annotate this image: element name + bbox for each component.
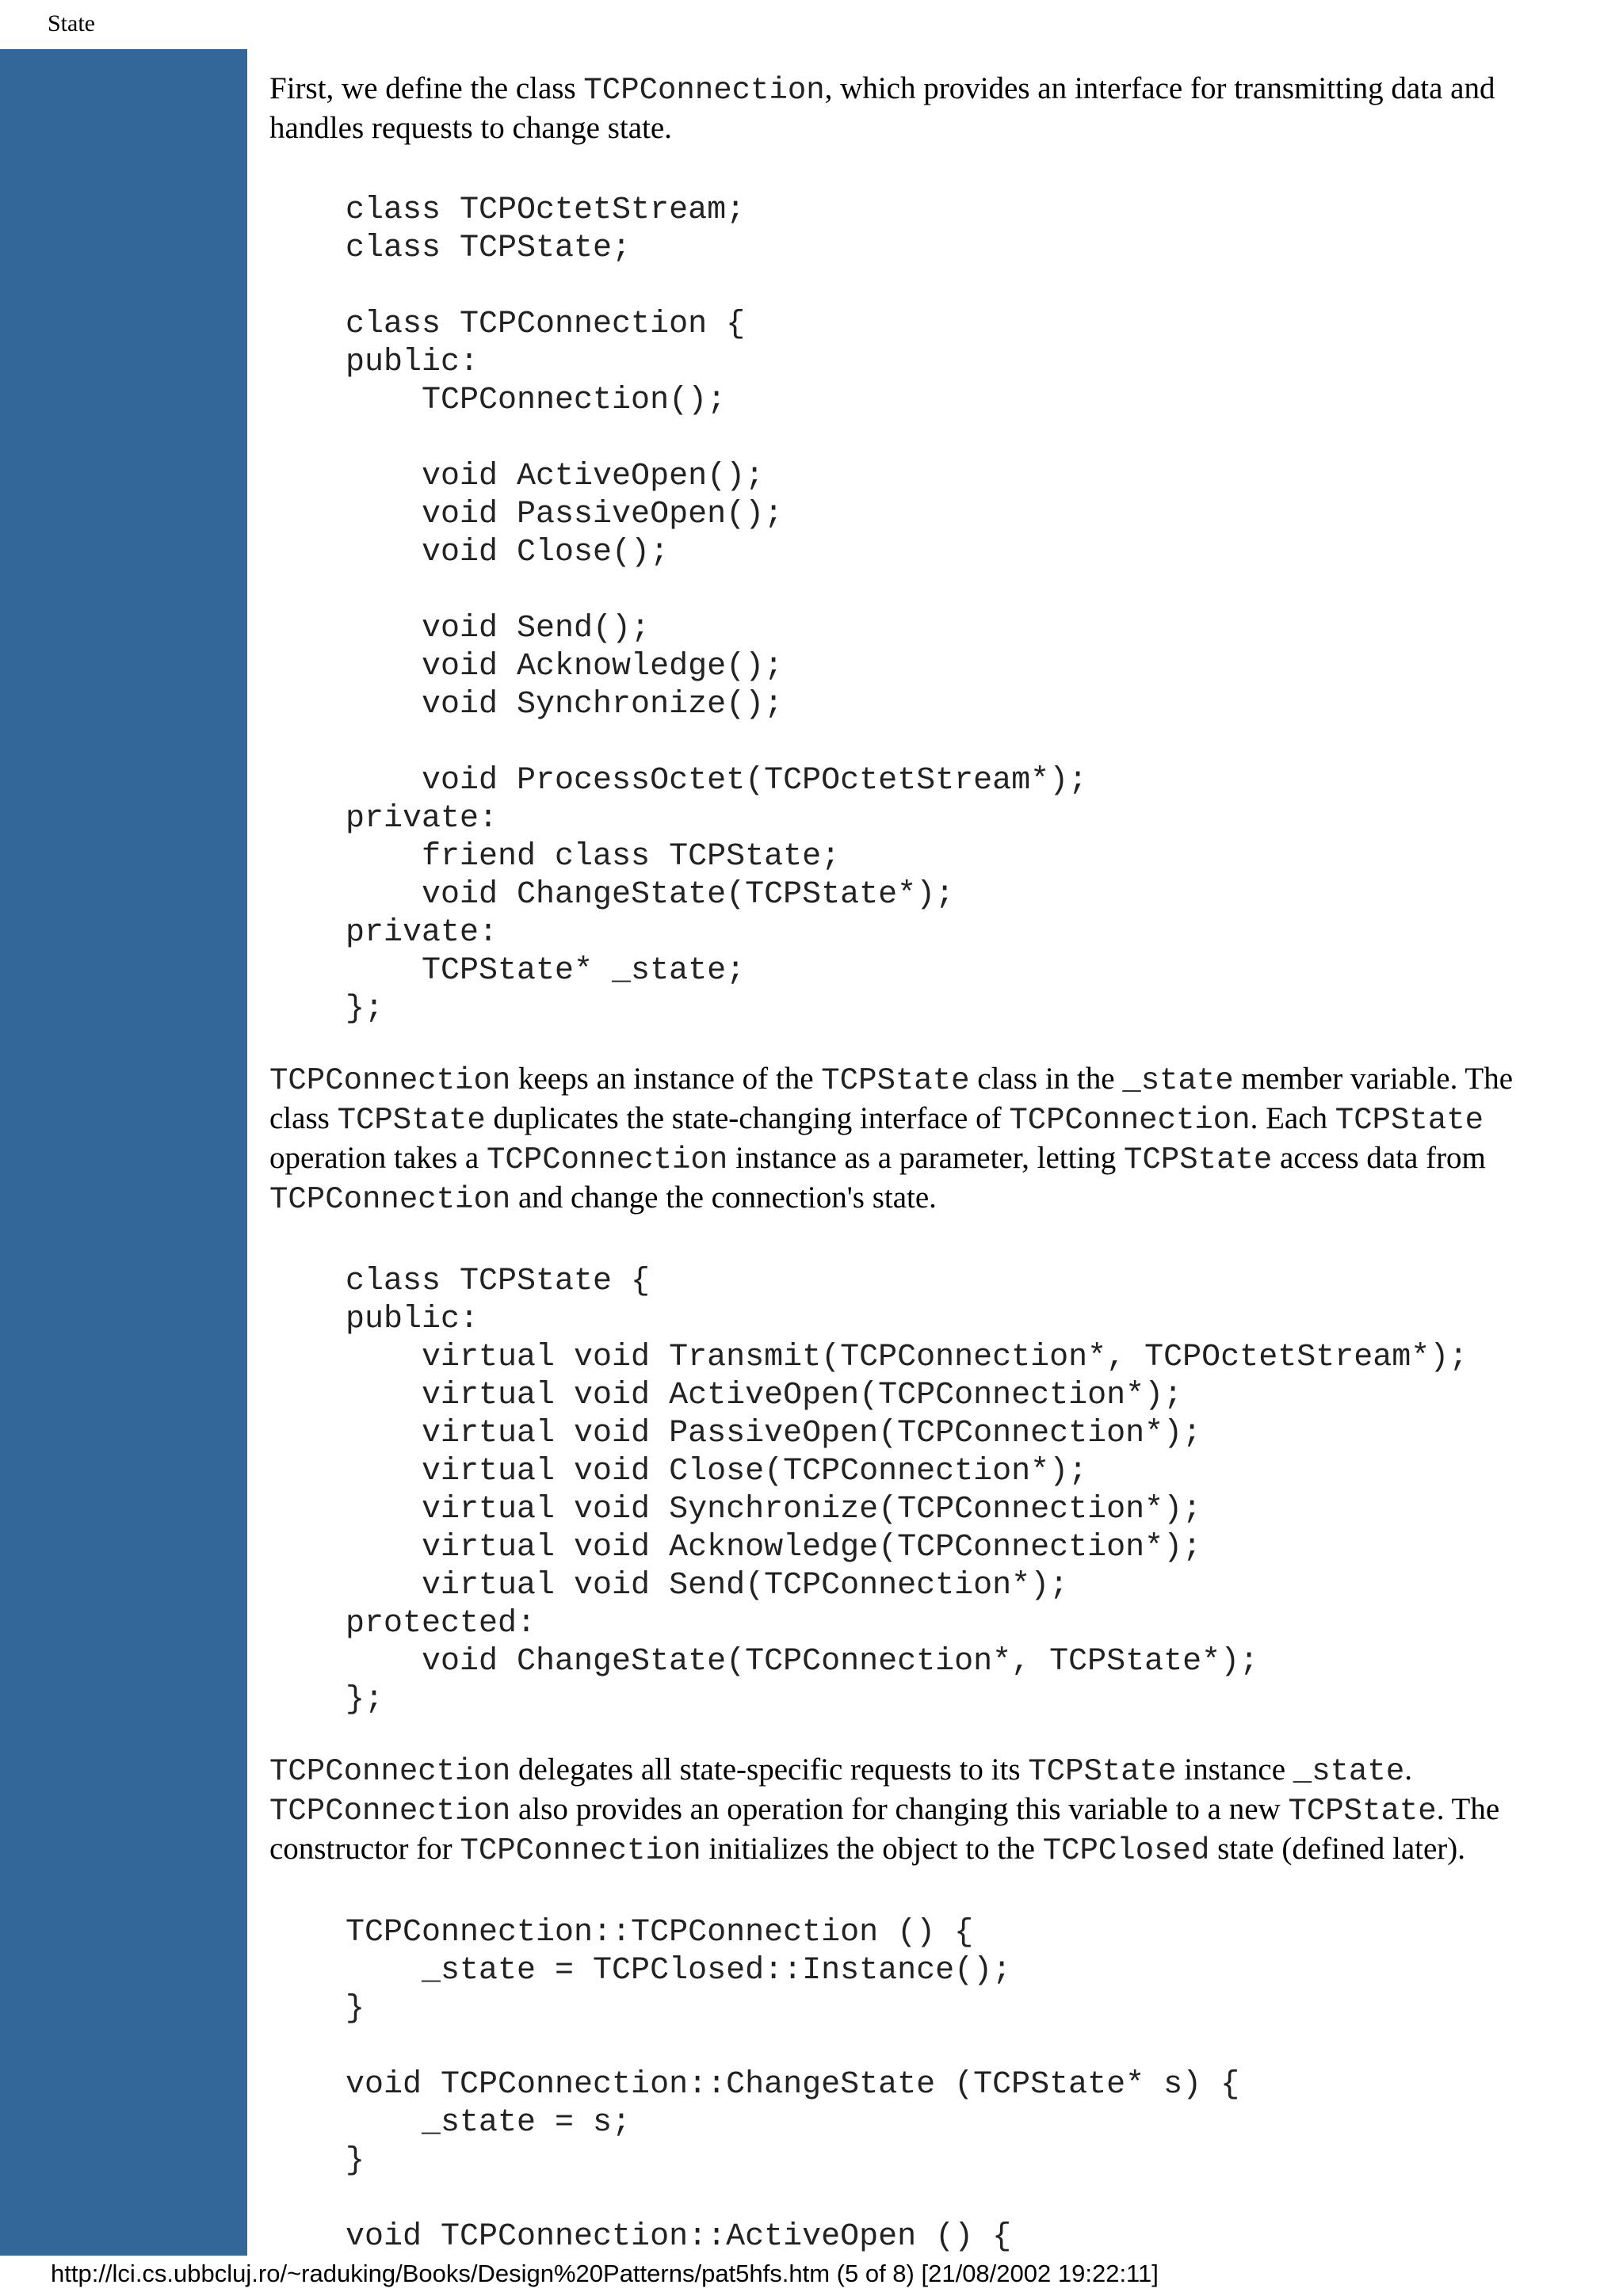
text-run: , which provides an interface for transmitting data and handles requests to change state. — [269, 71, 1495, 145]
text-run: class in the — [969, 1062, 1123, 1096]
inline-code: _state — [1293, 1754, 1405, 1789]
code-line — [346, 420, 1569, 458]
paragraph-state-member — [269, 1060, 1569, 1219]
text-run: and change the connection's state. — [510, 1180, 937, 1215]
code-line: void ProcessOctet(TCPOctetStream*); — [346, 763, 1088, 799]
code-line: void Send(); — [346, 611, 651, 646]
inline-code: TCPState — [1028, 1754, 1177, 1789]
code-line: virtual void Transmit(TCPConnection*, TCPOctetStream*); — [346, 1340, 1468, 1375]
paragraph-delegation — [269, 1751, 1569, 1870]
code-line: TCPConnection(); — [346, 383, 727, 418]
text-run: also provides an operation for changing this variable to a new — [510, 1792, 1289, 1826]
code-line — [346, 724, 1569, 762]
code-line: class TCPOctetStream; — [346, 193, 746, 228]
code-line: private: — [346, 915, 498, 951]
code-line: friend class TCPState; — [346, 839, 841, 875]
sidebar-bar — [0, 49, 247, 2256]
inline-code: TCPConnection — [460, 1833, 701, 1868]
code-line: TCPState* _state; — [346, 953, 746, 989]
code-line: } — [346, 2143, 365, 2179]
code-line: public: — [346, 345, 479, 380]
code-line: void Synchronize(); — [346, 687, 784, 723]
text-run: First, we define the class — [269, 71, 584, 105]
inline-code: TCPClosed — [1042, 1833, 1210, 1868]
code-line: virtual void ActiveOpen(TCPConnection*); — [346, 1378, 1183, 1413]
page-header: State — [48, 10, 95, 36]
code-line: _state = s; — [346, 2105, 632, 2141]
code-line — [346, 2180, 1569, 2218]
code-line: }; — [346, 1682, 384, 1718]
code-line: virtual void Send(TCPConnection*); — [346, 1568, 1069, 1604]
text-run: instance — [1176, 1753, 1293, 1787]
text-run: . Each — [1250, 1101, 1335, 1135]
text-run: instance as a parameter, letting — [727, 1141, 1125, 1175]
code-line: class TCPState { — [346, 1264, 651, 1299]
code-line: void Close(); — [346, 535, 670, 570]
code-line: }; — [346, 991, 384, 1027]
inline-code: TCPState — [821, 1063, 970, 1098]
text-run: . — [1404, 1753, 1412, 1787]
inline-code: TCPState — [1124, 1142, 1273, 1177]
code-line: } — [346, 1991, 365, 2027]
code-block-tcpconnection-decl — [269, 192, 1569, 1028]
text-run: state (defined later). — [1209, 1832, 1466, 1866]
code-line: virtual void Close(TCPConnection*); — [346, 1454, 1088, 1489]
code-line: class TCPState; — [346, 231, 632, 266]
inline-code: TCPState — [1335, 1103, 1484, 1138]
code-line: void TCPConnection::ChangeState (TCPState* s) { — [346, 2067, 1240, 2103]
code-line: void ChangeState(TCPState*); — [346, 877, 955, 913]
code-line: void PassiveOpen(); — [346, 497, 784, 532]
inline-code: TCPConnection — [269, 1794, 511, 1829]
code-block-tcpstate-decl — [269, 1263, 1569, 1719]
code-line: virtual void Acknowledge(TCPConnection*); — [346, 1530, 1202, 1566]
page-footer-url: http://lci.cs.ubbcluj.ro/~raduking/Books/Design%20Patterns/pat5hfs.htm (5 of 8) [21/08/2002 19:22:11] — [51, 2260, 1159, 2287]
code-line: TCPConnection::TCPConnection () { — [346, 1915, 974, 1951]
inline-code: TCPConnection — [486, 1142, 728, 1177]
inline-code: TCPConnection — [269, 1754, 511, 1789]
code-line: virtual void Synchronize(TCPConnection*); — [346, 1492, 1202, 1527]
code-line: virtual void PassiveOpen(TCPConnection*); — [346, 1416, 1202, 1451]
document-content — [269, 70, 1569, 2256]
text-run: keeps an instance of the — [510, 1062, 822, 1096]
code-line: class TCPConnection { — [346, 307, 746, 342]
code-line: _state = TCPClosed::Instance(); — [346, 1953, 1012, 1989]
text-run: operation takes a — [269, 1141, 487, 1175]
text-run: duplicates the state-changing interface of — [485, 1101, 1010, 1135]
code-line: void ActiveOpen(); — [346, 459, 765, 494]
inline-code: TCPConnection — [269, 1063, 511, 1098]
code-line — [346, 572, 1569, 610]
code-line: void ChangeState(TCPConnection*, TCPState*); — [346, 1644, 1259, 1680]
inline-code: TCPConnection — [583, 73, 825, 108]
inline-code: TCPConnection — [269, 1182, 511, 1217]
paragraph-intro — [269, 70, 1569, 147]
code-line — [346, 2028, 1569, 2066]
code-line: private: — [346, 801, 498, 837]
text-run: delegates all state-specific requests to its — [510, 1753, 1029, 1787]
code-line: public: — [346, 1302, 479, 1337]
text-run: access data from — [1272, 1141, 1486, 1175]
code-block-tcpconnection-impl — [269, 1914, 1569, 2256]
code-line: void TCPConnection::ActiveOpen () { — [346, 2219, 1012, 2255]
inline-code: _state — [1122, 1063, 1234, 1098]
code-line: protected: — [346, 1606, 537, 1642]
text-run: initializes the object to the — [701, 1832, 1043, 1866]
text-run: . The constructor for — [269, 1792, 1500, 1866]
inline-code: TCPState — [1288, 1794, 1437, 1829]
inline-code: TCPState — [337, 1103, 486, 1138]
code-line — [346, 268, 1569, 306]
inline-code: TCPConnection — [1009, 1103, 1251, 1138]
code-line: void Acknowledge(); — [346, 649, 784, 685]
text-run: member variable. The class — [269, 1062, 1514, 1135]
